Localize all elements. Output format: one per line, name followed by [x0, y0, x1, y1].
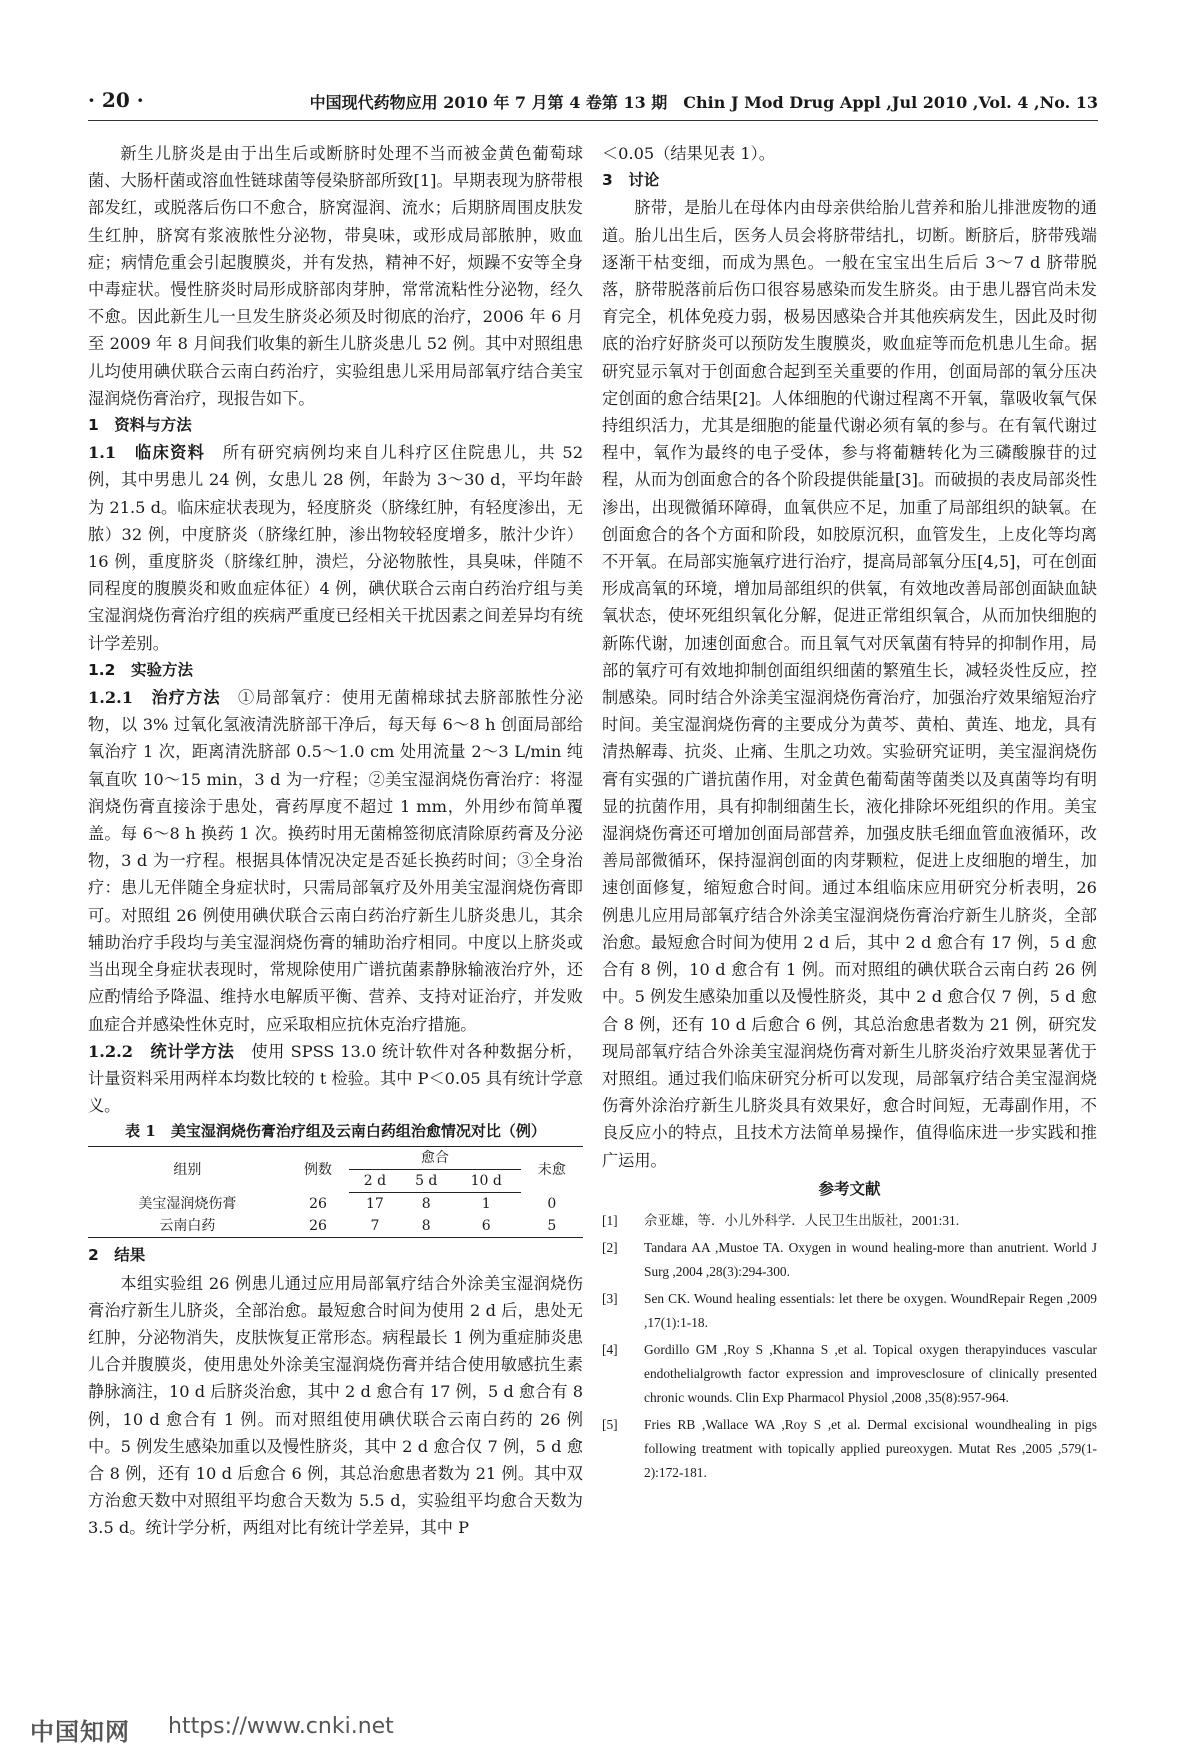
reference-item	[602, 1236, 1097, 1284]
cell-group: 云南白药	[88, 1215, 287, 1238]
reference-number: [1]	[602, 1212, 618, 1228]
cell-uncured: 5	[521, 1215, 583, 1238]
cell-uncured: 0	[547, 1196, 557, 1213]
cell-count: 26	[309, 1196, 327, 1213]
page-header	[88, 88, 1098, 118]
col-header-cured: 愈合	[349, 1147, 520, 1170]
cell-10d: 6	[452, 1215, 521, 1238]
cell-count: 26	[287, 1215, 349, 1238]
col-header-uncured: 未愈	[521, 1147, 583, 1193]
section-3-heading: 3 讨论	[602, 171, 660, 190]
header-rule	[88, 120, 1098, 121]
cnki-logo: 中国知网	[30, 1718, 130, 1746]
col-header-2d: 2 d	[349, 1170, 400, 1193]
col-header-10d: 10 d	[452, 1170, 521, 1193]
references-heading: 参考文献	[818, 1179, 881, 1198]
left-column	[88, 140, 583, 1542]
section-1-1-text: 所有研究病例均来自儿科疗区住院患儿，共 52 例，其中男患儿 24 例，女患儿 28 例，年龄为 3～30 d，平均年龄为 21.5 d。临床症状表现为，轻度脐炎（脐缘红肿，有轻度渗出，无脓）32 例，中度脐炎（脐缘红肿，渗出物较轻度增多，脓汁少许）16 例，重度脐炎（脐缘红肿，溃烂，分泌物脓性，具臭味，伴随不同程度的腹膜炎和败血症体征）4 例，碘伏联合云南白药治疗组与美宝湿润烧伤膏治疗组的疾病严重度已经相关干扰因素之间差异均有统计学差别。	[88, 443, 583, 653]
cell-2d: 17	[365, 1196, 384, 1213]
results-paragraph: 本组实验组 26 例患儿通过应用局部氧疗结合外涂美宝湿润烧伤膏治疗新生儿脐炎，全部治愈。最短愈合时间为使用 2 d 后，患处无红肿，分泌物消失，皮肤恢复正常形态。病程最长 1 例为重症肺炎患儿合并腹膜炎，使用患处外涂美宝湿润烧伤膏并结合使用敏感抗生素静脉滴注，10 d 后脐炎治愈，其中 2 d 愈合有 17 例，5 d 愈合有 8 例，10 d 愈合有 1 例。而对照组使用碘伏联合云南白药的 26 例中。5 例发生感染加重以及慢性脐炎，其中 2 d 愈合仅 7 例，5 d 愈合 8 例，还有 10 d 后愈合 6 例，其总治愈患者数为 21 例。其中双方治愈天数中对照组平均愈合天数为 5.5 d，实验组平均愈合天数为 3.5 d。统计学分析，两组对比有统计学差异，其中 P	[88, 1273, 583, 1538]
cell-5d: 8	[401, 1215, 452, 1238]
section-1-2-2-paragraph	[88, 1038, 583, 1120]
reference-text: Sen CK. Wound healing essentials: let there be oxygen. WoundRepair Regen ,2009 ,17(1):1-18.	[644, 1290, 1097, 1330]
discussion-paragraph: 脐带，是胎儿在母体内由母亲供给胎儿营养和胎儿排泄废物的通道。胎儿出生后，医务人员会将脐带结扎，切断。断脐后，脐带残端逐渐干枯变细，而成为黑色。一般在宝宝出生后后 3～7 d 脐带脱落，脐带脱落前后伤口很容易感染而发生脐炎。由于患儿器官尚未发育完全，机体免疫力弱，极易因感染合并其他疾病发生，因此及时彻底的治疗好脐炎可以预防发生腹膜炎，败血症等而危机患儿生命。据研究显示氧对于创面愈合起到至关重要的作用，创面局部的氧分压决定创面的愈合结果[2]。人体细胞的代谢过程离不开氧，靠吸收氧气保持组织活力，尤其是细胞的能量代谢必须有氧的参与。在有氧代谢过程中，氧作为最终的电子受体，参与将葡糖转化为三磷酸腺苷的过程，从而为创面愈合的各个阶段提供能量[3]。而破损的表皮局部炎性渗出，出现微循环障碍，血氧供应不足，加重了局部组织的缺氧。在创面愈合的各个方面和阶段，如胶原沉积，血管发生，上皮化等均离不开氧。在局部实施氧疗进行治疗，提高局部氧分压[4,5]，可在创面形成高氧的环境，增加局部组织的供氧，有效地改善局部创面缺血缺氧状态，使坏死组织氧化分解，促进正常组织氧合，从而加快细胞的新陈代谢，加速创面愈合。而且氧气对厌氧菌有特异的抑制作用，局部的氧疗可有效地抑制创面组织细菌的繁殖生长，减轻炎性反应，控制感染。同时结合外涂美宝湿润烧伤膏治疗，加强治疗效果缩短治疗时间。美宝湿润烧伤膏的主要成分为黄芩、黄柏、黄连、地龙，具有清热解毒、抗炎、止痛、生肌之功效。实验研究证明，美宝湿润烧伤膏有实强的广谱抗菌作用，对金黄色葡萄菌等菌类以及真菌等均有明显的抗菌作用，具有抑制细菌生长，液化排除坏死组织的作用。美宝湿润烧伤膏还可增加创面局部营养，加强皮肤毛细血管血液循环，改善局部微循环，保持湿润创面的肉芽颗粒，促进上皮细胞的增生，加速创面修复，缩短愈合时间。通过本组临床应用研究分析表明，26 例患儿应用局部氧疗结合外涂美宝湿润烧伤膏治疗新生儿脐炎，全部治愈。最短愈合时间为使用 2 d 后，其中 2 d 愈合有 17 例，5 d 愈合有 8 例，10 d 愈合有 1 例。而对照组的碘伏联合云南白药 26 例中。5 例发生感染加重以及慢性脐炎，其中 2 d 愈合仅 7 例，5 d 愈合 8 例，还有 10 d 后愈合 6 例，其总治愈患者数为 21 例，研究发现局部氧疗结合外涂美宝湿润烧伤膏对新生儿脐炎治疗效果显著优于对照组。通过我们临床研究分析可以发现，局部氧疗结合美宝湿润烧伤膏外涂治疗新生儿脐炎具有效果好，愈合时间短，无毒副作用，不良反应小的特点，且技术方法简单易操作，值得临床进一步实践和推广运用。	[602, 198, 1097, 1170]
section-1-2-1-paragraph	[88, 684, 583, 1038]
cnki-url: https://www.cnki.net	[168, 1714, 394, 1739]
section-1-1-heading: 1.1 临床资料	[88, 443, 206, 463]
section-1-2-2-text: 使用 SPSS 13.0 统计软件对各种数据分析，计量资料采用两样本均数比较的 t 检验。其中 P＜0.05 具有统计学意义。	[88, 1041, 584, 1116]
results-continuation: ＜0.05（结果见表 1）。	[602, 144, 775, 163]
reference-text: Gordillo GM ,Roy S ,Khanna S ,et al. Topical oxygen therapyinduces vascular endothelialgrowth factor expression and improvesclosure of clinically presented chronic wounds. Clin Exp Pharmacol Physiol ,2008 ,35(8):957-964.	[644, 1341, 1097, 1405]
reference-number: [4]	[602, 1341, 618, 1357]
section-1-2-1-text: ①局部氧疗：使用无菌棉球拭去脐部脓性分泌物，以 3% 过氧化氢液清洗脐部干净后，每天每 6～8 h 创面局部给氧治疗 1 次，距离清洗脐部 0.5～1.0 cm 处用流量 2～3 L/min 纯氧直吹 10～15 min，3 d 为一疗程；②美宝湿润烧伤膏治疗：将湿润烧伤膏直接涂于患处，膏药厚度不超过 1 mm，外用纱布简单覆盖。每 6～8 h 换药 1 次。换药时用无菌棉签彻底清除原药膏及分泌物，3 d 为一疗程。根据具体情况决定是否延长换药时间；③全身治疗：患儿无伴随全身症状时，只需局部氧疗及外用美宝湿润烧伤膏即可。对照组 26 例使用碘伏联合云南白药治疗新生儿脐炎患儿，其余辅助治疗手段均与美宝湿润烧伤膏的辅助治疗相同。中度以上脐炎或当出现全身症状表现时，常规除使用广谱抗菌素静脉输液治疗外，还应酌情给予降温、维持水电解质平衡、营养、支持对证治疗，并发败血症合并感染性休克时，应采取相应抗休克治疗措施。	[88, 688, 584, 1034]
reference-number: [3]	[602, 1290, 618, 1306]
section-1-2-heading: 1.2 实验方法	[88, 660, 193, 679]
reference-item	[602, 1338, 1097, 1410]
watermark-footer	[30, 1712, 530, 1746]
col-header-group: 组别	[88, 1147, 287, 1193]
section-1-1-paragraph	[88, 439, 583, 657]
section-1-2-1-heading: 1.2.1 治疗方法	[88, 688, 221, 708]
table-row	[88, 1193, 583, 1216]
table-1	[88, 1146, 583, 1238]
page-number: · 20 ·	[88, 88, 144, 112]
intro-paragraph: 新生儿脐炎是由于出生后或断脐时处理不当而被金黄色葡萄球菌、大肠杆菌或溶血性链球菌等侵染脐部所致[1]。早期表现为脐带根部发红，或脱落后伤口不愈合，脐窝湿润、流水；后期脐周围皮肤发生红肿，脐窝有浆液脓性分泌物，带臭味，或形成局部脓肿，败血症；病情危重会引起腹膜炎，并有发热，精神不好，烦躁不安等全身中毒症状。慢性脐炎时局形成脐部肉芽肿，常常流粘性分泌物，经久不愈。因此新生儿一旦发生脐炎必须及时彻底的治疗，2006 年 6 月至 2009 年 8 月间我们收集的新生儿脐炎患儿 52 例。其中对照组患儿均使用碘伏联合云南白药治疗，实验组患儿采用局部氧疗结合美宝湿润烧伤膏治疗，现报告如下。	[88, 144, 583, 408]
table-1-title: 表 1 美宝湿润烧伤膏治疗组及云南白药组治愈情况对比（例）	[125, 1122, 546, 1141]
cell-5d: 8	[421, 1196, 431, 1213]
reference-item	[602, 1209, 1097, 1233]
reference-text: 佘亚雄，等．小儿外科学．人民卫生出版社，2001:31.	[644, 1212, 960, 1228]
reference-number: [5]	[602, 1416, 618, 1432]
right-column	[602, 140, 1097, 1488]
cell-group: 美宝湿润烧伤膏	[138, 1196, 237, 1213]
col-header-count: 例数	[287, 1147, 349, 1193]
reference-text: Tandara AA ,Mustoe TA. Oxygen in wound healing-more than anutrient. World J Surg ,2004 ,28(3):294-300.	[644, 1239, 1097, 1279]
section-2-heading: 2 结果	[88, 1246, 146, 1265]
table-row	[88, 1215, 583, 1238]
journal-citation: 中国现代药物应用 2010 年 7 月第 4 卷第 13 期 Chin J Mod Drug Appl ,Jul 2010 ,Vol. 4 ,No. 13	[309, 93, 1098, 112]
cell-10d: 1	[481, 1196, 491, 1213]
cell-2d: 7	[349, 1215, 400, 1238]
col-header-5d: 5 d	[401, 1170, 452, 1193]
section-1-2-2-heading: 1.2.2 统计学方法	[88, 1041, 235, 1061]
reference-text: Fries RB ,Wallace WA ,Roy S ,et al. Dermal excisional woundhealing in pigs following treatment with topically applied pureoxygen. Mutat Res ,2005 ,579(1-2):172-181.	[644, 1416, 1097, 1480]
reference-number: [2]	[602, 1239, 618, 1255]
reference-item	[602, 1413, 1097, 1485]
reference-item	[602, 1287, 1097, 1335]
section-1-heading: 1 资料与方法	[88, 416, 192, 435]
